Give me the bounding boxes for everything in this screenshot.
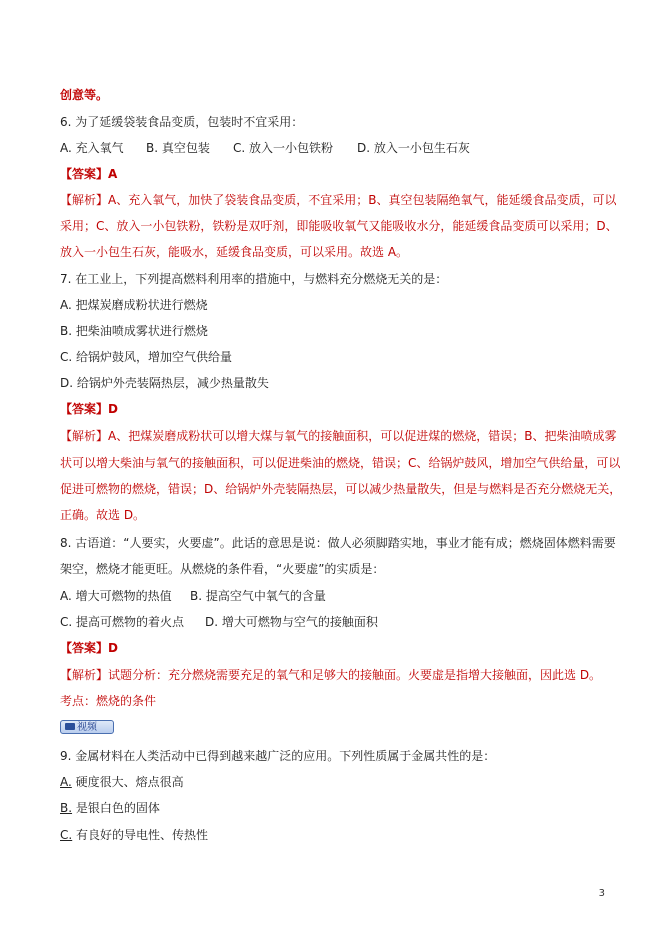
q9-option-b-letter: B. (60, 801, 73, 815)
q6-option-c: C. 放入一小包铁粉 (233, 141, 334, 155)
q9-option-c (60, 828, 605, 842)
q7-analysis-line-2: 状可以增大柴油与氧气的接触面积，可以促进柴油的燃烧，错误；C、给锅炉鼓风，增加空气供给量，可以 (60, 456, 621, 470)
q9-option-b-text: 是银白色的固体 (75, 801, 160, 815)
q6-option-d: D. 放入一小包生石灰 (357, 141, 470, 155)
q8-option-a: A. 增大可燃物的热值 (60, 589, 172, 603)
question-8-stem-line-1: 8. 古语道：“人要实，火要虚”。此话的意思是说：做人必须脚踏实地，事业才能有成；燃烧固体燃料需要 (60, 536, 616, 550)
q7-option-d: D. 给锅炉外壳装隔热层，减少热量散失 (60, 376, 269, 390)
video-button-label: 视频 (77, 722, 97, 733)
question-6-stem: 6. 为了延缓袋装食品变质，包装时不宜采用： (60, 115, 304, 129)
q9-option-a-text: 硬度很大、熔点很高 (75, 775, 184, 789)
q7-analysis-line-3: 促进可燃物的燃烧，错误；D、给锅炉外壳装隔热层，可以减少热量散失，但是与燃料是否充分燃烧无关， (60, 482, 622, 496)
previous-text-tail: 创意等。 (60, 88, 109, 102)
question-9-stem: 9. 金属材料在人类活动中已得到越来越广泛的应用。下列性质属于金属共性的是： (60, 749, 496, 763)
q6-analysis-line-2: 采用；C、放入一小包铁粉，铁粉是双吁剂，即能吸收氧气又能吸收水分，能延缓食品变质可以采用；D、 (60, 219, 618, 233)
q6-analysis-line-3: 放入一小包生石灰，能吸水，延缓食品变质，可以采用。故选 A。 (60, 245, 409, 259)
q7-analysis-line-4: 正确。故选 D。 (60, 508, 146, 522)
q7-option-c: C. 给锅炉鼓风，增加空气供给量 (60, 350, 233, 364)
q6-option-a: A. 充入氧气 (60, 141, 124, 155)
question-8-stem-line-2: 架空，燃烧才能更旺。从燃烧的条件看，“火要虚”的实质是： (60, 562, 385, 576)
q7-answer: 【答案】D (60, 402, 118, 416)
q7-analysis-line-1: 【解析】A、把煤炭磨成粉状可以增大煤与氧气的接触面积，可以促进煤的燃烧，错误；B、把柴油喷成雾 (60, 429, 617, 443)
q9-option-a-letter: A. (60, 775, 72, 789)
q7-option-a: A. 把煤炭磨成粉状进行燃烧 (60, 298, 208, 312)
video-button[interactable] (60, 720, 114, 734)
video-camera-icon (65, 723, 75, 730)
q8-kaodian: 考点：燃烧的条件 (60, 694, 157, 708)
q6-option-b: B. 真空包装 (146, 141, 210, 155)
q8-option-c: C. 提高可燃物的着火点 (60, 615, 185, 629)
q8-option-d: D. 增大可燃物与空气的接触面积 (205, 615, 378, 629)
q7-option-b: B. 把柴油喷成雾状进行燃烧 (60, 324, 208, 338)
q8-analysis: 【解析】试题分析：充分燃烧需要充足的氧气和足够大的接触面。火要虚是指增大接触面，因此选 D。 (60, 668, 602, 682)
q9-option-c-text: 有良好的导电性、传热性 (76, 828, 209, 842)
q9-option-b (60, 801, 605, 815)
q8-answer: 【答案】D (60, 641, 118, 655)
page-number: 3 (598, 888, 605, 899)
q6-answer: 【答案】A (60, 167, 118, 181)
q9-option-c-letter: C. (60, 828, 73, 842)
q9-option-a (60, 775, 605, 789)
q6-analysis-line-1: 【解析】A、充入氧气，加快了袋装食品变质，不宜采用；B、真空包装隔绝氧气，能延缓食品变质，可以 (60, 193, 617, 207)
q8-option-b: B. 提高空气中氧气的含量 (190, 589, 326, 603)
question-7-stem: 7. 在工业上，下列提高燃料利用率的措施中，与燃料充分燃烧无关的是： (60, 272, 448, 286)
